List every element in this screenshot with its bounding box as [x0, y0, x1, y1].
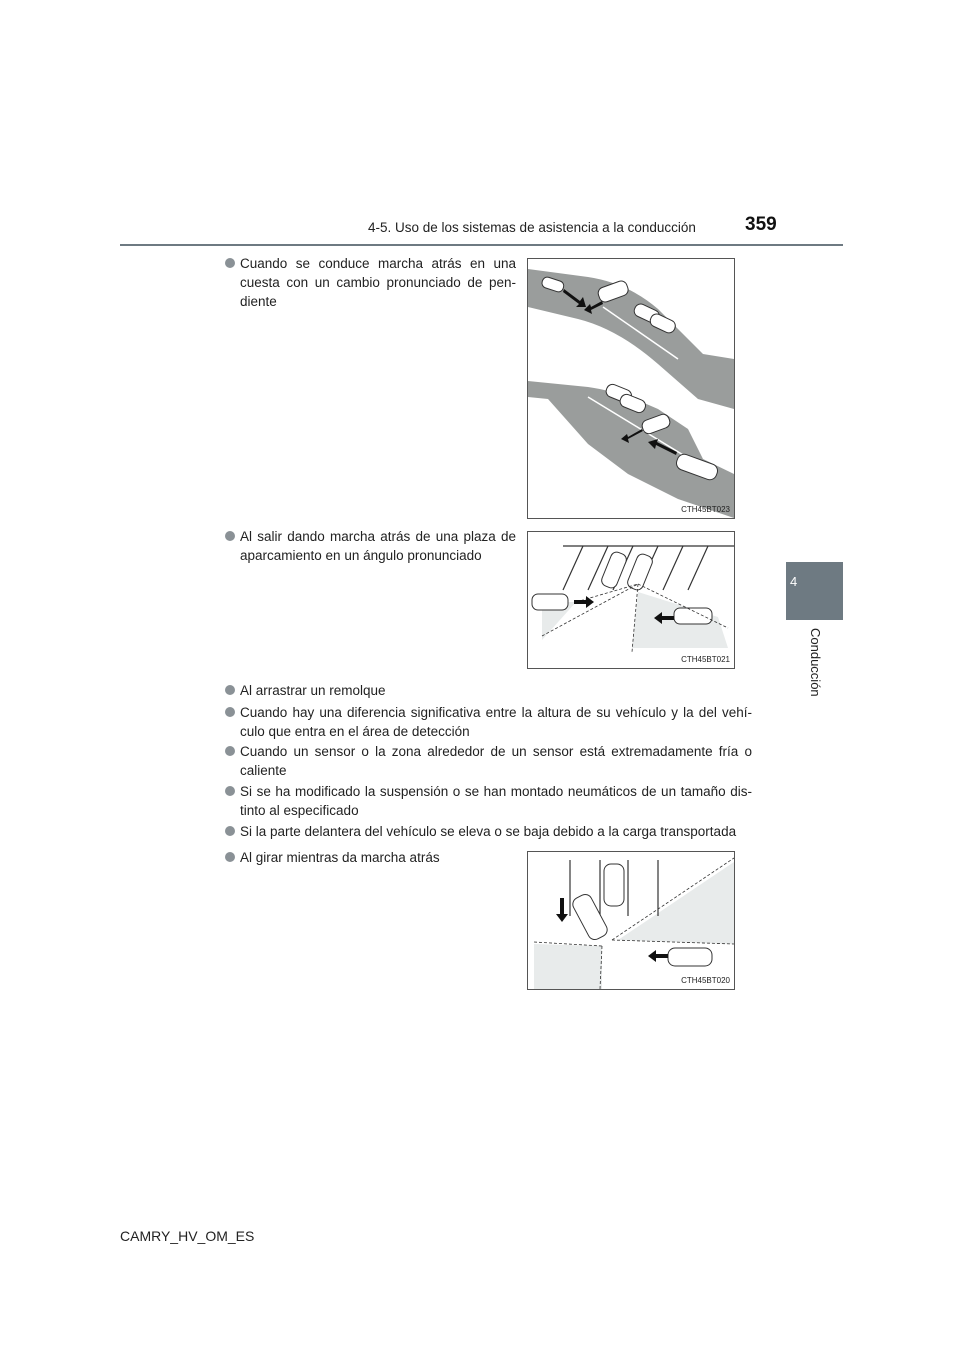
figure-turning-reverse [527, 851, 735, 990]
figure-code: CTH45BT020 [681, 976, 730, 985]
list-item-text: Si la parte delantera del vehículo se eleva o se baja debido a la carga transportada [240, 824, 737, 839]
figure-code: CTH45BT023 [681, 505, 730, 514]
list-item-text: Cuando hay una diferencia significativa entre la altura de su vehículo y la del vehí-culo que entra en el área de detección [240, 705, 752, 739]
bullet-icon [225, 258, 235, 268]
bullet-icon [225, 826, 235, 836]
document-id: CAMRY_HV_OM_ES [120, 1228, 255, 1244]
bullet-icon [225, 707, 235, 717]
list-item-text: Al salir dando marcha atrás de una plaza de aparcamiento en un ángulo pronunciado [240, 529, 516, 563]
bullet-icon [225, 685, 235, 695]
list-item [240, 782, 752, 820]
list-item-text: Cuando un sensor o la zona alrededor de un sensor está extremadamente fría o caliente [240, 744, 752, 778]
list-item [240, 703, 752, 741]
turning-reverse-illustration [528, 852, 734, 989]
list-item [240, 681, 752, 700]
list-item-text: Cuando se conduce marcha atrás en una cuesta con un cambio pronunciado de pen-diente [240, 256, 516, 309]
slope-illustration [528, 259, 734, 518]
section-title: 4-5. Uso de los sistemas de asistencia a la conducción [368, 220, 696, 235]
list-item [240, 822, 760, 841]
chapter-number: 4 [790, 574, 798, 589]
page-number: 359 [745, 214, 777, 235]
list-item [240, 254, 516, 311]
bullet-icon [225, 746, 235, 756]
chapter-tab [786, 562, 843, 620]
list-item-text: Al arrastrar un remolque [240, 683, 386, 698]
list-item [240, 527, 516, 565]
header-rule [120, 244, 843, 246]
bullet-icon [225, 531, 235, 541]
list-item [240, 848, 516, 867]
figure-code: CTH45BT021 [681, 655, 730, 664]
chapter-label: Conducción [808, 628, 823, 697]
figure-slope [527, 258, 735, 519]
list-item-text: Si se ha modificado la suspensión o se han montado neumáticos de un tamaño dis-tinto al especificado [240, 784, 752, 818]
list-item [240, 742, 752, 780]
bullet-icon [225, 786, 235, 796]
bullet-icon [225, 852, 235, 862]
figure-angled-parking [527, 531, 735, 669]
list-item-text: Al girar mientras da marcha atrás [240, 850, 440, 865]
angled-parking-illustration [528, 532, 734, 668]
